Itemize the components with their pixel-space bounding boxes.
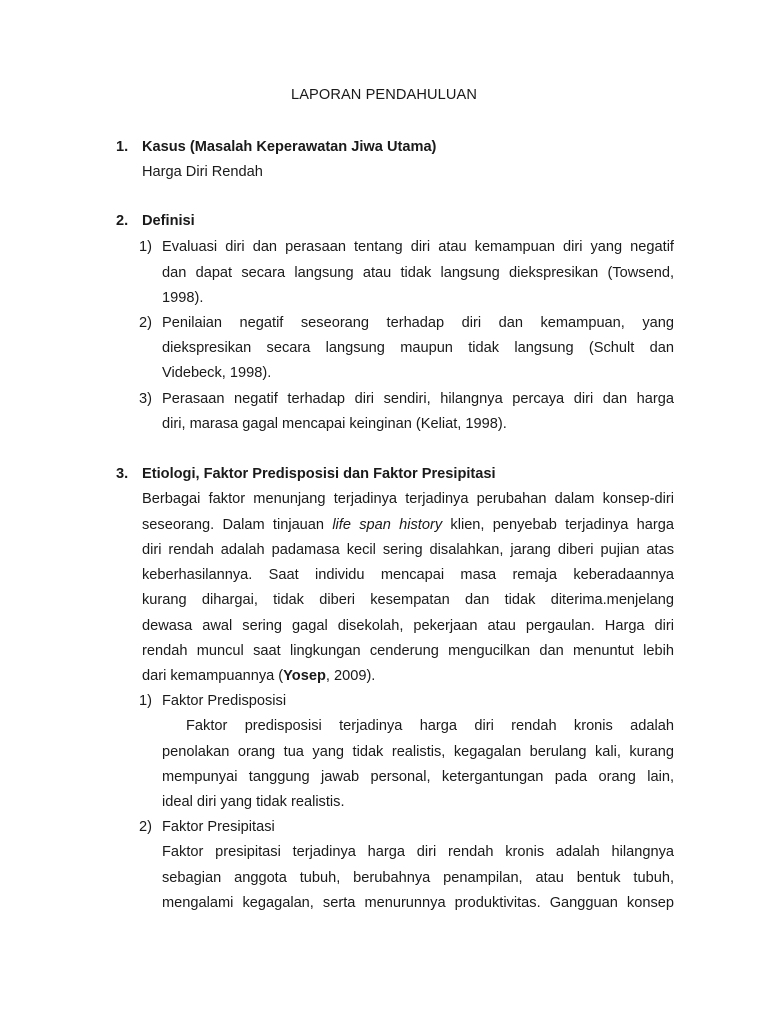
factor-1-line: penolakan orang tua yang tidak realistis, kegagalan berulang kali, kurang [162, 744, 674, 760]
section-2-heading: Definisi [142, 213, 195, 229]
etiology-paragraph-line [142, 667, 375, 685]
etiology-paragraph-line [142, 516, 674, 534]
factor-1-line: mempunyai tanggung jawab personal, ketergantungan pada orang lain, [162, 769, 674, 785]
definition-3-line: diri, marasa gagal mencapai keinginan (Keliat, 1998). [162, 416, 507, 432]
etiology-paragraph-line: Berbagai faktor menunjang terjadinya terjadinya perubahan dalam konsep-diri [142, 491, 674, 507]
section-1-body: Harga Diri Rendah [142, 164, 263, 180]
definition-1-line: 1998). [162, 290, 204, 306]
factor-2-number: 2) [139, 819, 152, 835]
factor-2-heading: Faktor Presipitasi [162, 819, 275, 835]
etiology-italic-term: life span history [332, 517, 443, 533]
etiology-text: dari kemampuannya ( [142, 668, 284, 684]
definition-2-line: Penilaian negatif seseorang terhadap diri dan kemampuan, yang [162, 315, 674, 331]
definition-2-line: Videbeck, 1998). [162, 365, 272, 381]
factor-2-line: Faktor presipitasi terjadinya harga diri rendah kronis adalah hilangnya [162, 844, 674, 860]
definition-2-number: 2) [139, 315, 152, 331]
factor-1-line: Faktor predisposisi terjadinya harga diri rendah kronis adalah [186, 718, 674, 734]
document-title: LAPORAN PENDAHULUAN [291, 87, 477, 103]
definition-3-number: 3) [139, 391, 152, 407]
etiology-paragraph-line: dewasa awal sering gagal disekolah, pekerjaan atau pergaulan. Harga diri [142, 618, 674, 634]
definition-3-line: Perasaan negatif terhadap diri sendiri, hilangnya percaya diri dan harga [162, 391, 674, 407]
etiology-paragraph-line: kurang dihargai, tidak diberi kesempatan dan tidak diterima.menjelang [142, 592, 674, 608]
factor-2-line: mengalami kegagalan, serta menurunnya produktivitas. Gangguan konsep [162, 895, 674, 911]
etiology-text: seseorang. Dalam tinjauan [142, 517, 333, 533]
etiology-paragraph-line: keberhasilannya. Saat individu mencapai masa remaja keberadaannya [142, 567, 674, 583]
section-3-number: 3. [116, 466, 129, 482]
etiology-text: , 2009). [325, 668, 376, 684]
etiology-paragraph-line: rendah muncul saat lingkungan cenderung mengucilkan dan menuntut lebih [142, 643, 674, 659]
factor-1-heading: Faktor Predisposisi [162, 693, 287, 709]
section-1-number: 1. [116, 139, 129, 155]
etiology-paragraph-line: diri rendah adalah padamasa kecil sering disalahkan, jarang diberi pujian atas [142, 542, 674, 558]
definition-1-number: 1) [139, 239, 152, 255]
factor-2-line: sebagian anggota tubuh, berubahnya penampilan, atau bentuk tubuh, [162, 870, 674, 886]
etiology-text: klien, penyebab terjadinya harga [442, 517, 674, 533]
citation-author: Yosep [283, 668, 326, 684]
definition-2-line: diekspresikan secara langsung maupun tidak langsung (Schult dan [162, 340, 674, 356]
section-1-heading: Kasus (Masalah Keperawatan Jiwa Utama) [142, 139, 437, 155]
section-3-heading: Etiologi, Faktor Predisposisi dan Faktor Presipitasi [142, 466, 496, 482]
definition-1-line: dan dapat secara langsung atau tidak langsung diekspresikan (Towsend, [162, 265, 674, 281]
factor-1-line: ideal diri yang tidak realistis. [162, 794, 345, 810]
section-2-number: 2. [116, 213, 129, 229]
factor-1-number: 1) [139, 693, 152, 709]
definition-1-line: Evaluasi diri dan perasaan tentang diri atau kemampuan diri yang negatif [162, 239, 674, 255]
